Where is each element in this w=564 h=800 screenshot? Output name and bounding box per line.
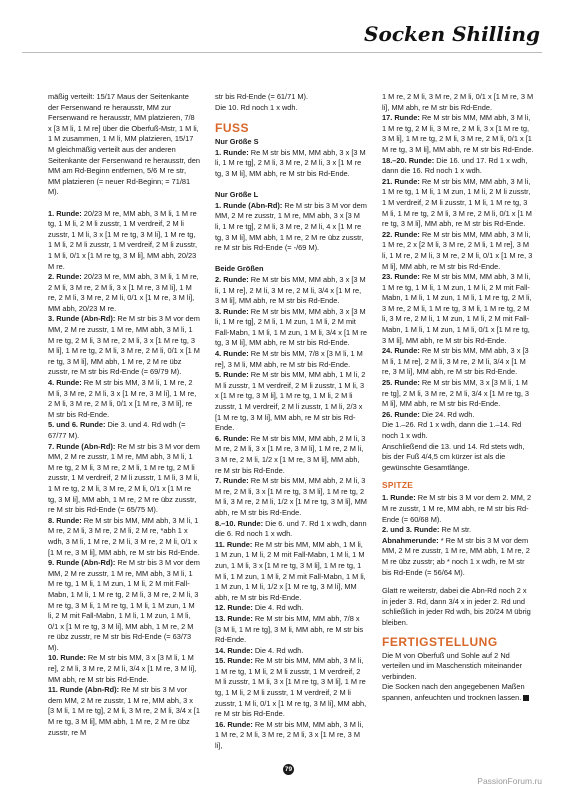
continued-text: 1 M re, 2 M li, 3 M re, 2 M li, 0/1 x [1 M re, 3 M li], MM abh, re M str bis Rd-Ende. <box>382 92 534 112</box>
round-18-20: 18.–20. Runde: Die 16. und 17. Rd 1 x wdh, dann die 16. Rd noch 1 x wdh. <box>382 155 528 176</box>
repeat-note: Die 10. Rd noch 1 x wdh. <box>215 102 298 112</box>
round-10: 10. Runde: Re M str bis MM, 3 x [3 M li, 1 M re], 2 M li, 3 M re, 2 M li, 3/4 x [1 M re, 3 M li], MM abh, re M str bis Rd-Ende. <box>48 653 197 684</box>
decrease-round: Abnahmerunde: * Re M str bis 3 M vor dem MM, 2 M re zusstr, 1 M re, MM abh, 1 M re, 2 M re übz zusstr; ab * noch 1 x wdh, re M str bis Rd-Ende (= 56/64 M). <box>382 535 530 577</box>
finishing-text-2: Die Socken nach den angegebenen Maßen spannen, anfeuchten und trocknen lassen. <box>382 682 534 703</box>
page-number: 79 <box>284 766 293 773</box>
subheading-both-sizes: Beide Größen <box>215 264 264 274</box>
subheading-size-l: Nur Größe L <box>215 190 259 200</box>
round-7: 7. Runde: Re M str bis MM, MM abh, 2 M li, 3 M re, 2 M li, 3 x [1 M re tg, 3 M li], 1 M re tg, 2 M li, 3 M re, 2 M li, 1/2 x [1 M re tg, 3 M li], MM abh, re M str bis Rd-Ende. <box>215 476 367 517</box>
header-divider <box>22 52 542 53</box>
round-1: 1. Runde: 20/23 M re, MM abh, 3 M li, 1 M re tg, 1 M li, 2 M li zusstr, 1 M verdreif, 2 M li zusstr, 1 M li, 3 x [1 M re tg, 3 M li], 1 M re tg, 1 M li, 2 M li zusstr, 1 M verdreif, 2 M li zusstr, 1 M li, 0/1 x [1 M re tg, 3 M li], MM abh, 20/23 M re. <box>48 208 198 271</box>
column-3 <box>382 92 534 703</box>
round-4: 4. Runde: Re M str bis MM, 7/8 x [3 M li, 1 M re], 3 M li, MM abh, re M str bis Rd-Ende. <box>215 349 363 369</box>
round-5: 5. Runde: Re M str bis MM, MM abh, 1 M li, 2 M li zusstr, 1 M verdreif, 2 M li zusstr, 1 M li, 3 x [1 M re tg, 3 M li], 1 M re tg, 1 M li, 2 M li zusstr, 1 M verdreif, 2 M li zusstr, 1 M li, 2/3 x [1 M re tg, 3 M li], MM abh, re M str bis Rd-Ende. <box>215 370 366 433</box>
size-s-round-1: 1. Runde: Re M str bis MM, MM abh, 3 x [3 M li, 1 M re tg], 2 M li, 3 M re, 2 M li, 3 x [1 M re tg, 3 M li], MM abh, re M str bis Rd-Ende. <box>215 147 366 178</box>
round-22: 22. Runde: Re M str bis MM, MM abh, 3 M li, 1 M re, 2 x [2 M li, 3 M re, 2 M li, 1 M re], 3 M li, 1 M re, 2 M li, 3 M re, 2 M li, 0/1 x [1 M re, 3 M li], MM abh, re M str bis Rd-Ende. <box>382 229 533 271</box>
end-square-icon <box>523 695 529 701</box>
watermark: PassionForum.ru <box>477 776 542 786</box>
round-11: 11. Runde (Abn-Rd): Re M str bis 3 M vor dem MM, 2 M re zusstr, 1 M re, MM abh, 3 x [3 M li, 1 M re tg], 2 M li, 3 M re, 2 M li, 3/4 x [1 M re tg, 3 M li], MM abh, 1 M re, 2 M re übz zusstr, re M <box>48 685 200 737</box>
round-12: 12. Runde: Die 4. Rd wdh. <box>215 603 304 613</box>
round-7: 7. Runde (Abn-Rd): Re M str bis 3 M vor dem MM, 2 M re zusstr, 1 M re, MM abh, 3 M li, 1 M re tg, 2 M li, 3 M re, 2 M li, 1 M re tg, 2 M li zusstr, 1 M verdreif, 2 M li zusstr, 1 M li, 3 M li, 1 M re tg, 2 M li, 3 M re, 2 M li, 0/1 x [1 M re tg, 3 M li], MM abh, 1 M re, 2 M re übz zusstr, re M str bis Rd-Ende (= 65/75 M). <box>48 441 200 515</box>
round-8: 8. Runde: Re M str bis MM, MM abh, 3 M li, 1 M re, 2 M li, 3 M re, 2 M li, 2 M re, *abh 1 x wdh, 3 M li, 1 M re, 2 M li, 3 M re, 2 M li, 0/1 x [1 M re, 3 M li], MM abh, re M str bis Rd-Ende. <box>48 515 200 557</box>
round-8-10: 8.–10. Runde: Die 6. und 7. Rd 1 x wdh, dann die 6. Rd noch 1 x wdh. <box>215 518 367 539</box>
round-17: 17. Runde: Re M str bis MM, MM abh, 3 M li, 1 M re tg, 2 M li, 3 M re, 2 M li, 3 x [1 M re tg, 3 M li], 1 M re tg, 2 M li, 3 M re, 2 M li, 0/1 x [1 M re tg, 3 M li], MM abh, re M str bis Rd-Ende. <box>382 113 534 154</box>
round-2: 2. Runde: 20/23 M re, MM abh, 3 M li, 1 M re, 2 M li, 3 M re, 2 M li, 3 x [1 M re, 3 M li], 1 M re, 2 M li, 3 M re, 2 M li, 0/1 x [1 M re, 3 M li], MM abh, 20/23 M re. <box>48 272 199 313</box>
repeat-instruction: Die 1.–26. Rd 1 x wdh, dann die 1.–14. Rd noch 1 x wdh. <box>382 420 522 440</box>
round-23: 23. Runde: Re M str bis MM, MM abh, 3 M li, 1 M re tg, 1 M li, 1 M zun, 1 M li, 2 M mit Fall-Mabn, 1 M li, 1 M zun, 1 M li, 1 M re tg, 2 M li, 3 M re, 2 M li, 1 M re tg, 3 M li, 1 M re tg, 2 M li, 3 M re, 2 M li, 1 M zun, 1 M li, 2 M mit Fall-Mabn, 1 M li, 1 M zun, 1 M li, 0/1 x [1 M re tg, 3 M li], MM abh, re M str bis Rd-Ende. <box>382 272 532 345</box>
toe-round-1: 1. Runde: Re M str bis 3 M vor dem 2. MM, 2 M re zusstr, 1 M re, MM abh, re M str bis Rd-Ende (= 60/68 M). <box>382 493 532 524</box>
round-25: 25. Runde: Re M str bis MM, 3 x [3 M li, 1 M re tg], 2 M li, 3 M re, 2 M li, 3/4 x [1 M re tg, 3 M li], MM abh, re M str bis Rd-Ende. <box>382 378 530 409</box>
subheading-size-s: Nur Größe S <box>215 137 259 147</box>
round-3: 3. Runde (Abn-Rd): Re M str bis 3 M vor dem MM, 2 M re zusstr, 1 M re, MM abh, 3 M li, 1 M re tg, 2 M li, 3 M re, 2 M li, 3 x [1 M re tg, 3 M li], 1 M re tg, 2 M li, 3 M re, 2 M li, 0/1 x [1 M re tg, 3 M li], MM abh, 1 M re, 2 M re übz zusstr, re M str bis Rd-Ende (= 69/79 M). <box>48 314 200 377</box>
round-16: 16. Runde: Re M str bis MM, MM abh, 3 M li, 1 M re, 2 M li, 3 M re, 2 M li, 3 x [1 M re, 3 M li], <box>215 719 364 751</box>
section-heading-spitze: SPITZE <box>382 480 414 491</box>
round-6: 6. Runde: Re M str bis MM, MM abh, 2 M li, 3 M re, 2 M li, 3 x [1 M re, 3 M li], 1 M re, 2 M li, 3 M re, 2 M li, 1/2 x [1 M re, 3 M li], MM abh, re M str bis Rd-Ende. <box>215 433 366 475</box>
toe-round-2-3: 2. und 3. Runde: Re M str. <box>382 525 472 535</box>
round-15: 15. Runde: Re M str bis MM, MM abh, 3 M li, 1 M re tg, 1 M li, 2 M li zusstr, 1 M verdreif, 2 M li zusstr, 1 M li, 3 x [1 M re tg, 3 M li], 1 M re tg, 1 M li, 2 M li zusstr, 1 M verdreif, 2 M li zusstr, 1 M li, 0/1 x [1 M re tg, 3 M li], MM abh, re M str bis Rd-Ende. <box>215 656 367 719</box>
round-14: 14. Runde: Die 4. Rd wdh. <box>215 645 304 655</box>
round-21: 21. Runde: Re M str bis MM, MM abh, 3 M li, 1 M re tg, 1 M li, 1 M zun, 1 M li, 2 M li zusstr, 1 M verdreif, 2 M li zusstr, 1 M li, 1 M re tg, 3 M li, 1 M re tg, 2 M li, 3 M re, 2 M li, 0/1 x [1 M re tg, 3 M li], MM abh, re M str bis Rd-Ende. <box>382 176 532 229</box>
section-heading-fuss: FUSS <box>215 121 250 136</box>
column-1 <box>48 92 200 738</box>
finishing-text-1: Die M von Oberfuß und Sohle auf 2 Nd verteilen und im Maschenstich miteinander verbinden. <box>382 650 523 681</box>
round-9: 9. Runde (Abn-Rd): Re M str bis 3 M vor dem MM, 2 M re zusstr, 1 M re, MM abh, 3 M li, 1 M re tg, 1 M li, 1 M zun, 1 M li, 2 M mit Fall-Mabn, 1 M li, 1 M re tg, 2 M li, 3 M re, 2 M li, 3 M re tg, 3 M li, 1 M re tg, 1 M li, 1 M zun, 1 M li, 2 M mit Fall-Mabn, 1 M li, 1 M zun, 1 M li, 0/1 x [1 M re tg, 3 M li], MM abh, 1 M re, 2 M re übz zusstr, re M str bis Rd-Ende (= 63/73 M). <box>48 558 200 652</box>
toe-continuation: Glatt re weiterstr, dabei die Abn-Rd noch 2 x in jeder 3. Rd, dann 3/4 x in jeder 2. Rd und schließlich in jeder Rd wdh, bis 20/24 M übrig bleiben. <box>382 586 531 627</box>
round-26: 26. Runde: Die 24. Rd wdh. <box>382 409 475 419</box>
intro-text: mäßig verteilt: 15/17 Maus der Seitenkante der Fersenwand re herausstr, MM zur Fersenwand re herausstr, MM platzieren, 7/8 x [3 M li, 1 M re] über die Oberfuß-Mstr, 1 M li, 1 M zusammen, 1 M li, MM platzieren, 15/17 M gleichmäßig verteilt aus der anderen Seitenkante der Fersenwand re herausstr, den MM am Rd-Beginn entfernen, 5/6 M re str, MM platzieren (= neuer Rd-Beginn; = 71/81 M). <box>48 92 201 197</box>
page-title: Socken Shilling <box>364 22 540 46</box>
section-heading-fertigstellung: FERTIGSTELLUNG <box>382 634 498 649</box>
round-11: 11. Runde: Re M str bis MM, MM abh, 1 M li, 1 M zun, 1 M li, 2 M mit Fall-Mabn, 1 M li, 1 M zun, 1 M li, 3 x [1 M re tg, 3 M li], 1 M re tg, 1 M li, 1 M zun, 1 M li, 2 M mit Fall-Mabn, 1 M li, 1 M zun, 1 M li, 1/2 x [1 M re tg, 3 M li], MM abh, re M str bis Rd-Ende. <box>215 539 366 602</box>
round-24: 24. Runde: Re M str bis MM, MM abh, 3 x [3 M li, 1 M re], 2 M li, 3 M re, 2 M li, 3/4 x [1 M re, 3 M li], MM abh, re M str bis Rd-Ende. <box>382 346 529 377</box>
round-5-6: 5. und 6. Runde: Die 3. und 4. Rd wdh (= 67/77 M). <box>48 420 186 440</box>
round-3: 3. Runde: Re M str bis MM, MM abh, 3 x [3 M li, 1 M re tg], 2 M li, 1 M zun, 1 M li, 2 M mit Fall-Mabn, 1 M li, 1 M zun, 1 M li, 3/4 x [1 M re tg, 3 M li], MM abh, re M str bis Rd-Ende. <box>215 306 367 348</box>
continued-text: str bis Rd-Ende (= 61/71 M). <box>215 92 309 101</box>
round-2: 2. Runde: Re M str bis MM, MM abh, 3 x [3 M li, 1 M re], 2 M li, 3 M re, 2 M li, 3/4 x [1 M re, 3 M li], MM abh, re M str bis Rd-Ende. <box>215 274 366 306</box>
size-l-round-1: 1. Runde (Abn-Rd): Re M str bis 3 M vor dem MM, 2 M re zusstr, 1 M re, MM abh, 3 x [3 M li, 1 M re tg], 2 M li, 3 M re, 2 M li, 4 x [1 M re tg, 3 M li], MM abh, 1 M re, 2 M re übz zusstr, re M str bis Rd-Ende (= -/69 M). <box>215 200 367 253</box>
round-4: 4. Runde: Re M str bis MM, 3 M li, 1 M re, 2 M li, 3 M re, 2 M li, 3 x [1 M re, 3 M li], 1 M re, 2 M li, 3 M re, 2 M li, 0/1 x [1 M re, 3 M li], re M str bis Rd-Ende. <box>48 378 197 419</box>
column-2 <box>215 92 367 752</box>
round-13: 13. Runde: Re M str bis MM, MM abh, 7/8 x [3 M li, 1 M re tg], 3 M li, MM abh, re M str bis Rd-Ende. <box>215 613 364 645</box>
repeat-instruction-2: Anschließend die 13. und 14. Rd stets wdh, bis der Fuß 4/4,5 cm kürzer ist als die gewünschte Gesamtlänge. <box>382 441 525 472</box>
